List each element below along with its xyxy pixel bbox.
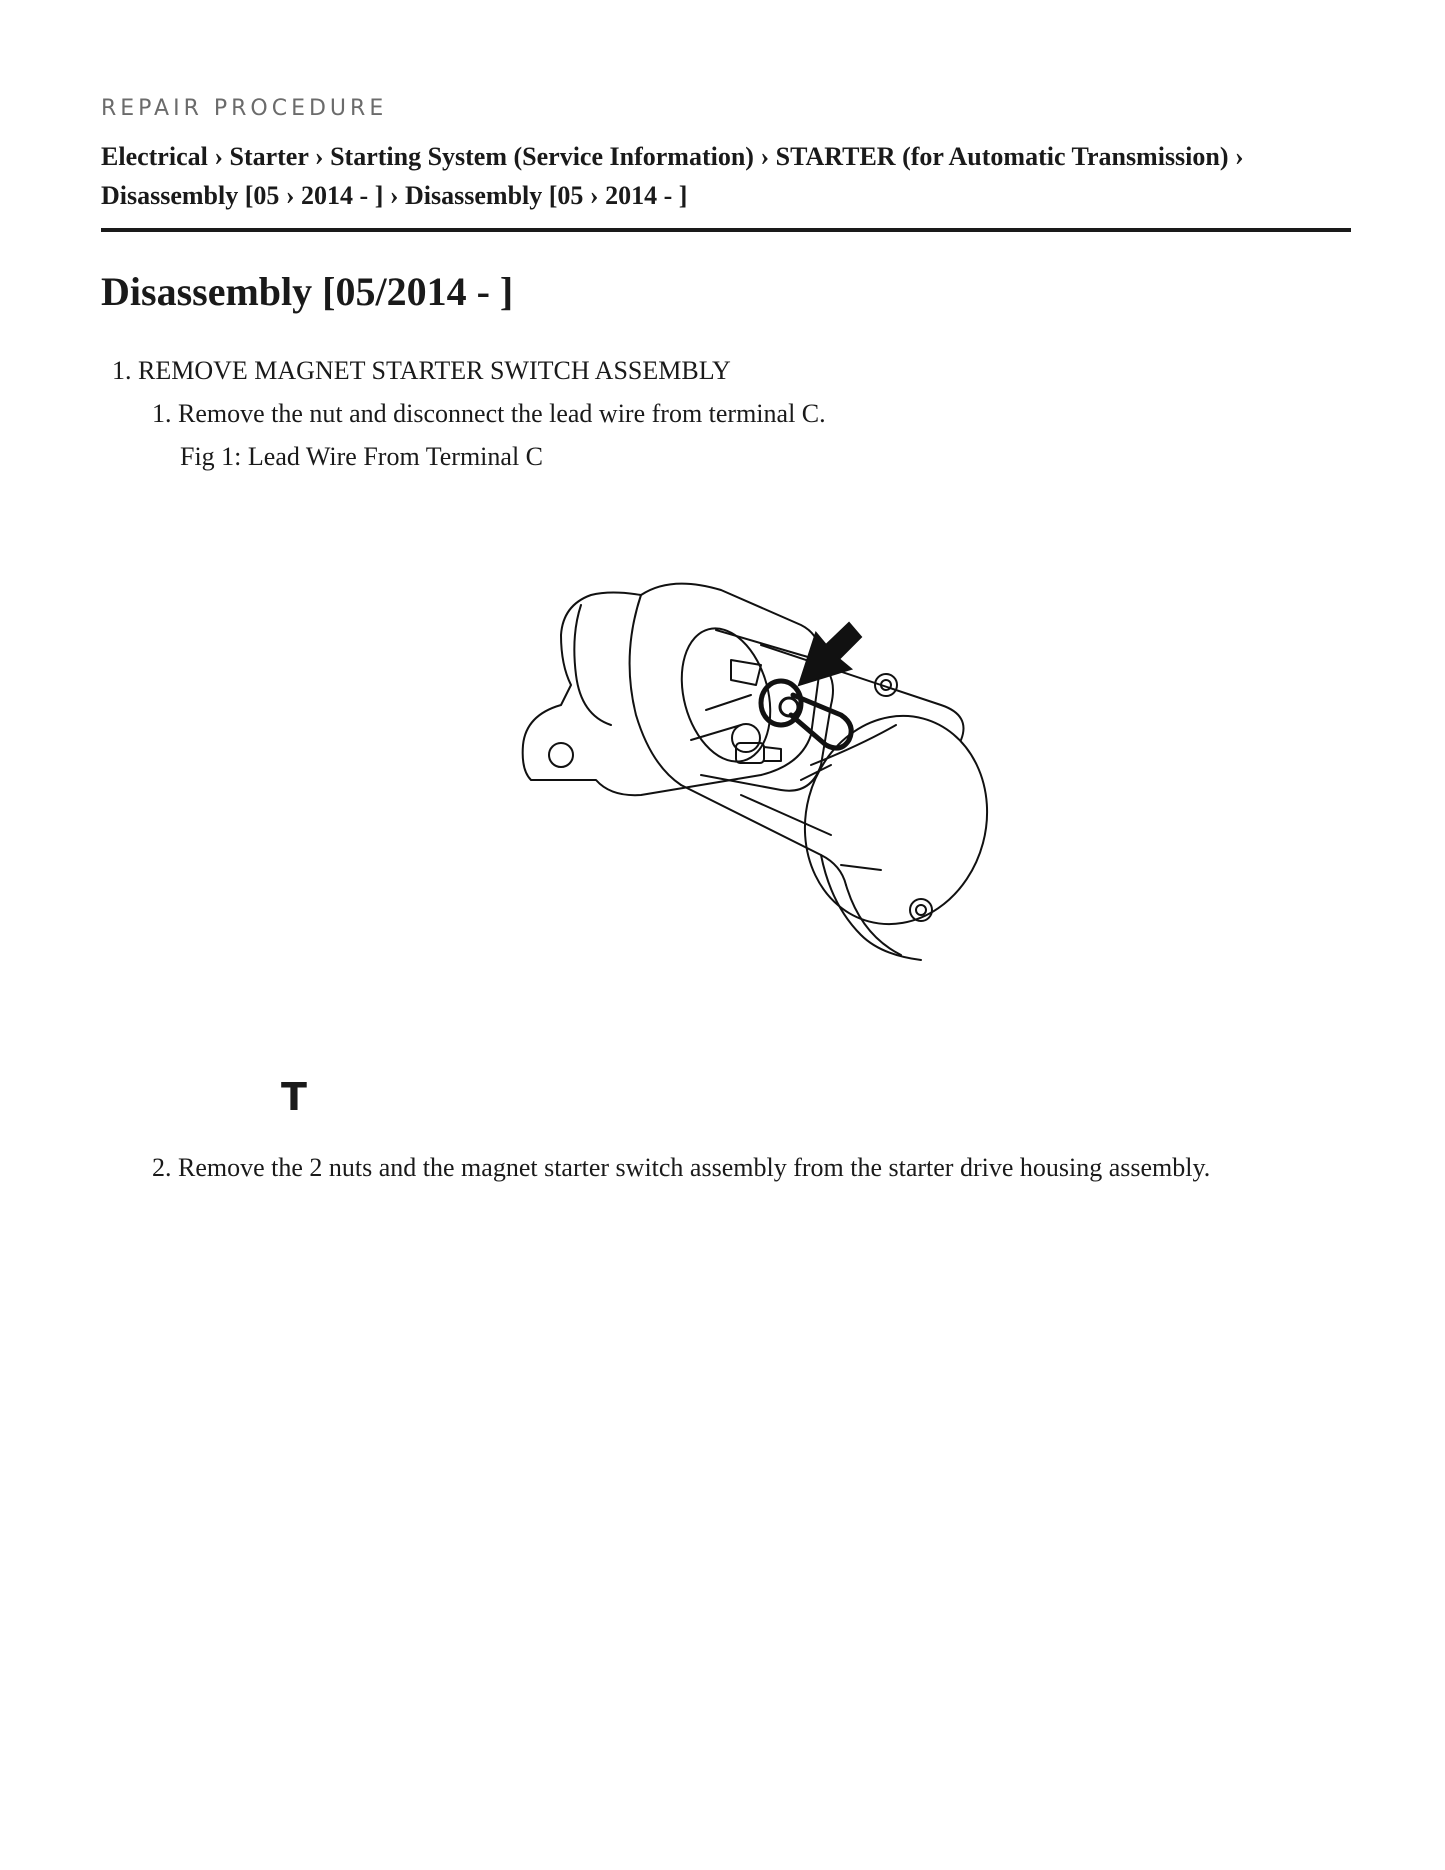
substep-1: 1. Remove the nut and disconnect the lead wire from terminal C.: [152, 399, 826, 428]
substep-2: 2. Remove the 2 nuts and the magnet starter switch assembly from the starter drive housing assembly.: [152, 1153, 1211, 1182]
breadcrumb-line-1: Electrical › Starter › Starting System (Service Information) › STARTER (for Automatic Transmission) ›: [101, 142, 1244, 171]
step-1-heading: 1. REMOVE MAGNET STARTER SWITCH ASSEMBLY: [112, 356, 731, 385]
breadcrumb: [101, 137, 1351, 215]
starter-motor-illustration: [501, 565, 1161, 1020]
page-title: Disassembly [05/2014 - ]: [101, 269, 514, 314]
breadcrumb-line-2: Disassembly [05 › 2014 - ] › Disassembly [05 › 2014 - ]: [101, 181, 688, 210]
section-label: REPAIR PROCEDURE: [101, 96, 388, 121]
figure-label: T: [281, 1075, 307, 1119]
figure-caption: Fig 1: Lead Wire From Terminal C: [180, 442, 544, 471]
header-divider: [101, 228, 1351, 232]
